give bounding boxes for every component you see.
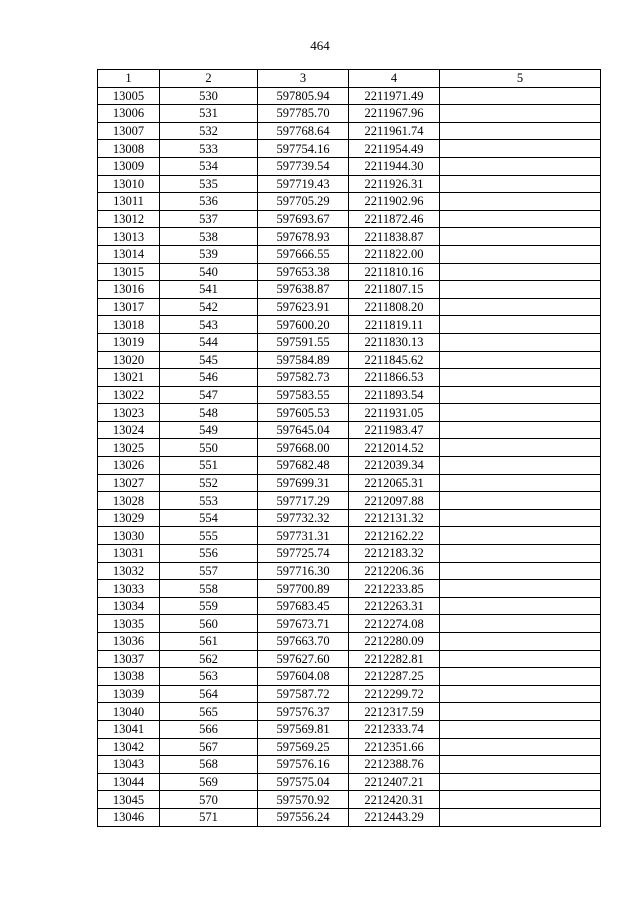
table-row (98, 685, 601, 703)
table-row (98, 492, 601, 510)
table-body (98, 87, 601, 826)
table-cell: 597570.92 (258, 791, 349, 809)
table-cell: 2212420.31 (349, 791, 440, 809)
table-cell (440, 492, 601, 510)
table-cell (440, 703, 601, 721)
table-cell: 597666.55 (258, 245, 349, 263)
table-cell: 597645.04 (258, 421, 349, 439)
table-cell: 2211866.53 (349, 369, 440, 387)
table-cell (440, 738, 601, 756)
table-cell: 13012 (98, 210, 160, 228)
table-cell (440, 474, 601, 492)
table-cell: 13010 (98, 175, 160, 193)
table-cell (440, 263, 601, 281)
table-cell (440, 668, 601, 686)
table-row (98, 281, 601, 299)
table-cell (440, 298, 601, 316)
table-cell: 597725.74 (258, 545, 349, 563)
table-cell: 571 (160, 808, 258, 826)
table-cell: 597768.64 (258, 122, 349, 140)
table-cell: 2211954.49 (349, 140, 440, 158)
table-cell: 2212333.74 (349, 720, 440, 738)
table-cell: 2211822.00 (349, 245, 440, 263)
table-cell: 531 (160, 105, 258, 123)
table-cell: 597678.93 (258, 228, 349, 246)
table-row (98, 210, 601, 228)
table-cell: 597693.67 (258, 210, 349, 228)
table-row (98, 756, 601, 774)
table-cell: 552 (160, 474, 258, 492)
table-cell: 556 (160, 545, 258, 563)
table-cell: 597732.32 (258, 509, 349, 527)
table-cell: 597576.37 (258, 703, 349, 721)
table-cell: 2212162.22 (349, 527, 440, 545)
table-cell: 597785.70 (258, 105, 349, 123)
table-cell: 2211808.20 (349, 298, 440, 316)
table-row (98, 720, 601, 738)
table-cell: 569 (160, 773, 258, 791)
table-row (98, 157, 601, 175)
table-cell (440, 808, 601, 826)
table-cell: 597668.00 (258, 439, 349, 457)
table-row (98, 193, 601, 211)
column-header: 1 (98, 70, 160, 88)
table-row (98, 474, 601, 492)
table-cell: 2211926.31 (349, 175, 440, 193)
table-cell: 2212233.85 (349, 580, 440, 598)
table-cell: 597673.71 (258, 615, 349, 633)
table-cell: 2211931.05 (349, 404, 440, 422)
table-header-row (98, 70, 601, 88)
table-cell (440, 404, 601, 422)
table-cell: 13038 (98, 668, 160, 686)
table-cell: 597682.48 (258, 457, 349, 475)
table-cell: 13018 (98, 316, 160, 334)
table-cell: 560 (160, 615, 258, 633)
table-cell: 13033 (98, 580, 160, 598)
table-row (98, 228, 601, 246)
table-cell: 2212388.76 (349, 756, 440, 774)
table-cell: 2211893.54 (349, 386, 440, 404)
table-cell: 544 (160, 333, 258, 351)
table-cell: 13045 (98, 791, 160, 809)
table-cell: 570 (160, 791, 258, 809)
table-cell (440, 245, 601, 263)
table-cell: 13040 (98, 703, 160, 721)
column-header: 4 (349, 70, 440, 88)
table-cell: 2212065.31 (349, 474, 440, 492)
table-row (98, 386, 601, 404)
table-cell: 2212206.36 (349, 562, 440, 580)
table-cell: 597587.72 (258, 685, 349, 703)
table-cell (440, 773, 601, 791)
table-cell (440, 439, 601, 457)
table-cell: 550 (160, 439, 258, 457)
table-cell: 564 (160, 685, 258, 703)
table-cell: 13041 (98, 720, 160, 738)
table-row (98, 298, 601, 316)
table-row (98, 791, 601, 809)
table-cell: 2212299.72 (349, 685, 440, 703)
table-cell: 597638.87 (258, 281, 349, 299)
table-cell: 13020 (98, 351, 160, 369)
table-cell: 13029 (98, 509, 160, 527)
table-cell: 549 (160, 421, 258, 439)
table-cell: 597556.24 (258, 808, 349, 826)
table-row (98, 421, 601, 439)
table-cell: 558 (160, 580, 258, 598)
table-cell: 542 (160, 298, 258, 316)
table-cell: 597699.31 (258, 474, 349, 492)
table-cell (440, 87, 601, 105)
table-cell: 13027 (98, 474, 160, 492)
table-cell: 546 (160, 369, 258, 387)
table-cell: 2212443.29 (349, 808, 440, 826)
table-cell: 13006 (98, 105, 160, 123)
table-cell: 13019 (98, 333, 160, 351)
table-cell: 547 (160, 386, 258, 404)
table-row (98, 439, 601, 457)
table-cell: 597569.25 (258, 738, 349, 756)
table-cell: 13008 (98, 140, 160, 158)
table-cell: 535 (160, 175, 258, 193)
table-cell: 597731.31 (258, 527, 349, 545)
table-cell: 2211810.16 (349, 263, 440, 281)
table-cell (440, 386, 601, 404)
table-row (98, 527, 601, 545)
table-cell: 2212039.34 (349, 457, 440, 475)
table-cell (440, 122, 601, 140)
table-cell: 597584.89 (258, 351, 349, 369)
table-cell: 538 (160, 228, 258, 246)
column-header: 2 (160, 70, 258, 88)
table-cell: 13025 (98, 439, 160, 457)
table-cell: 555 (160, 527, 258, 545)
table-row (98, 703, 601, 721)
table-cell: 13021 (98, 369, 160, 387)
column-header: 5 (440, 70, 601, 88)
table-cell: 13013 (98, 228, 160, 246)
table-cell: 2211944.30 (349, 157, 440, 175)
table-cell: 597717.29 (258, 492, 349, 510)
table-cell: 2211830.13 (349, 333, 440, 351)
table-cell (440, 281, 601, 299)
page-number: 464 (310, 38, 330, 53)
table-cell: 597705.29 (258, 193, 349, 211)
table-cell: 545 (160, 351, 258, 369)
table-cell: 539 (160, 245, 258, 263)
table-cell: 559 (160, 597, 258, 615)
table-cell: 13037 (98, 650, 160, 668)
table-cell: 597683.45 (258, 597, 349, 615)
table-row (98, 668, 601, 686)
table-cell: 2211967.96 (349, 105, 440, 123)
table-cell: 597575.04 (258, 773, 349, 791)
table-cell: 568 (160, 756, 258, 774)
table-cell (440, 157, 601, 175)
table-cell: 2211872.46 (349, 210, 440, 228)
table-cell: 597739.54 (258, 157, 349, 175)
table-cell: 533 (160, 140, 258, 158)
table-cell: 532 (160, 122, 258, 140)
table-cell: 597719.43 (258, 175, 349, 193)
table-cell: 2211971.49 (349, 87, 440, 105)
table-cell: 2212280.09 (349, 633, 440, 651)
table-row (98, 263, 601, 281)
table-row (98, 245, 601, 263)
table-cell: 597653.38 (258, 263, 349, 281)
table-cell: 2211961.74 (349, 122, 440, 140)
table-cell (440, 650, 601, 668)
coordinates-table (97, 69, 601, 827)
table-cell: 2212351.66 (349, 738, 440, 756)
table-cell (440, 509, 601, 527)
table-cell: 13023 (98, 404, 160, 422)
table-cell (440, 527, 601, 545)
column-header: 3 (258, 70, 349, 88)
table-cell: 2212287.25 (349, 668, 440, 686)
table-cell: 561 (160, 633, 258, 651)
table-cell: 13024 (98, 421, 160, 439)
table-row (98, 808, 601, 826)
table-cell: 597716.30 (258, 562, 349, 580)
table-cell: 2211838.87 (349, 228, 440, 246)
table-row (98, 545, 601, 563)
table-cell (440, 545, 601, 563)
table-cell: 2212274.08 (349, 615, 440, 633)
table-cell: 13009 (98, 157, 160, 175)
table-cell (440, 140, 601, 158)
table-cell: 13015 (98, 263, 160, 281)
table-row (98, 633, 601, 651)
table-row (98, 580, 601, 598)
table-cell: 565 (160, 703, 258, 721)
table-cell (440, 791, 601, 809)
table-cell (440, 756, 601, 774)
table-cell (440, 351, 601, 369)
table-cell: 13017 (98, 298, 160, 316)
table-cell: 2211845.62 (349, 351, 440, 369)
table-cell (440, 333, 601, 351)
table-cell: 597582.73 (258, 369, 349, 387)
table-cell: 13042 (98, 738, 160, 756)
table-cell: 13007 (98, 122, 160, 140)
table-cell: 557 (160, 562, 258, 580)
table-cell (440, 633, 601, 651)
table-cell: 597754.16 (258, 140, 349, 158)
table-cell: 13014 (98, 245, 160, 263)
table-cell: 13039 (98, 685, 160, 703)
table-cell: 597583.55 (258, 386, 349, 404)
table-cell (440, 685, 601, 703)
table-row (98, 351, 601, 369)
table-cell: 13022 (98, 386, 160, 404)
table-row (98, 562, 601, 580)
table-cell: 13036 (98, 633, 160, 651)
table-cell: 597604.08 (258, 668, 349, 686)
table-cell (440, 316, 601, 334)
table-cell: 2212282.81 (349, 650, 440, 668)
table-row (98, 122, 601, 140)
table-cell: 2212407.21 (349, 773, 440, 791)
table-cell: 2212183.32 (349, 545, 440, 563)
table-row (98, 333, 601, 351)
table-cell: 597576.16 (258, 756, 349, 774)
table-row (98, 457, 601, 475)
table-cell (440, 175, 601, 193)
table-row (98, 369, 601, 387)
table-cell (440, 369, 601, 387)
table-row (98, 509, 601, 527)
table-cell: 543 (160, 316, 258, 334)
table-cell: 537 (160, 210, 258, 228)
table-row (98, 87, 601, 105)
table-cell: 2211819.11 (349, 316, 440, 334)
table-row (98, 615, 601, 633)
table-cell (440, 228, 601, 246)
table-cell: 541 (160, 281, 258, 299)
table-cell: 13016 (98, 281, 160, 299)
table-cell (440, 720, 601, 738)
table-cell: 2211983.47 (349, 421, 440, 439)
table-cell (440, 615, 601, 633)
table-cell: 597700.89 (258, 580, 349, 598)
table-cell: 530 (160, 87, 258, 105)
table-cell: 597600.20 (258, 316, 349, 334)
table-cell: 2211807.15 (349, 281, 440, 299)
table-cell: 13030 (98, 527, 160, 545)
table-cell: 13005 (98, 87, 160, 105)
table-cell: 13028 (98, 492, 160, 510)
table-cell: 562 (160, 650, 258, 668)
table-row (98, 404, 601, 422)
table-cell: 13031 (98, 545, 160, 563)
table-cell: 566 (160, 720, 258, 738)
table-cell (440, 562, 601, 580)
table-cell: 597623.91 (258, 298, 349, 316)
table-cell: 13043 (98, 756, 160, 774)
table-cell: 553 (160, 492, 258, 510)
table-cell: 13035 (98, 615, 160, 633)
table-cell: 534 (160, 157, 258, 175)
table-cell (440, 421, 601, 439)
table-cell: 551 (160, 457, 258, 475)
table-cell (440, 580, 601, 598)
table-cell: 540 (160, 263, 258, 281)
table-row (98, 316, 601, 334)
table-cell: 597591.55 (258, 333, 349, 351)
table-row (98, 773, 601, 791)
table-cell: 536 (160, 193, 258, 211)
table-cell: 597805.94 (258, 87, 349, 105)
table-cell: 597569.81 (258, 720, 349, 738)
table-row (98, 105, 601, 123)
table-cell: 2212097.88 (349, 492, 440, 510)
table-cell: 554 (160, 509, 258, 527)
table-cell: 597605.53 (258, 404, 349, 422)
table-row (98, 738, 601, 756)
table-cell: 2212317.59 (349, 703, 440, 721)
table-cell: 13032 (98, 562, 160, 580)
table-row (98, 650, 601, 668)
table-cell: 563 (160, 668, 258, 686)
table-row (98, 140, 601, 158)
table-cell (440, 210, 601, 228)
table-cell: 13026 (98, 457, 160, 475)
table-row (98, 175, 601, 193)
table-cell (440, 105, 601, 123)
table-cell: 13046 (98, 808, 160, 826)
table-cell (440, 597, 601, 615)
table-cell: 567 (160, 738, 258, 756)
table-cell: 597663.70 (258, 633, 349, 651)
table-cell: 13044 (98, 773, 160, 791)
table-cell (440, 193, 601, 211)
table-cell: 2212014.52 (349, 439, 440, 457)
table-cell: 2211902.96 (349, 193, 440, 211)
table-cell: 2212131.32 (349, 509, 440, 527)
table-cell: 548 (160, 404, 258, 422)
table-cell: 13034 (98, 597, 160, 615)
table-cell: 597627.60 (258, 650, 349, 668)
table-cell (440, 457, 601, 475)
table-row (98, 597, 601, 615)
table-cell: 13011 (98, 193, 160, 211)
table-cell: 2212263.31 (349, 597, 440, 615)
